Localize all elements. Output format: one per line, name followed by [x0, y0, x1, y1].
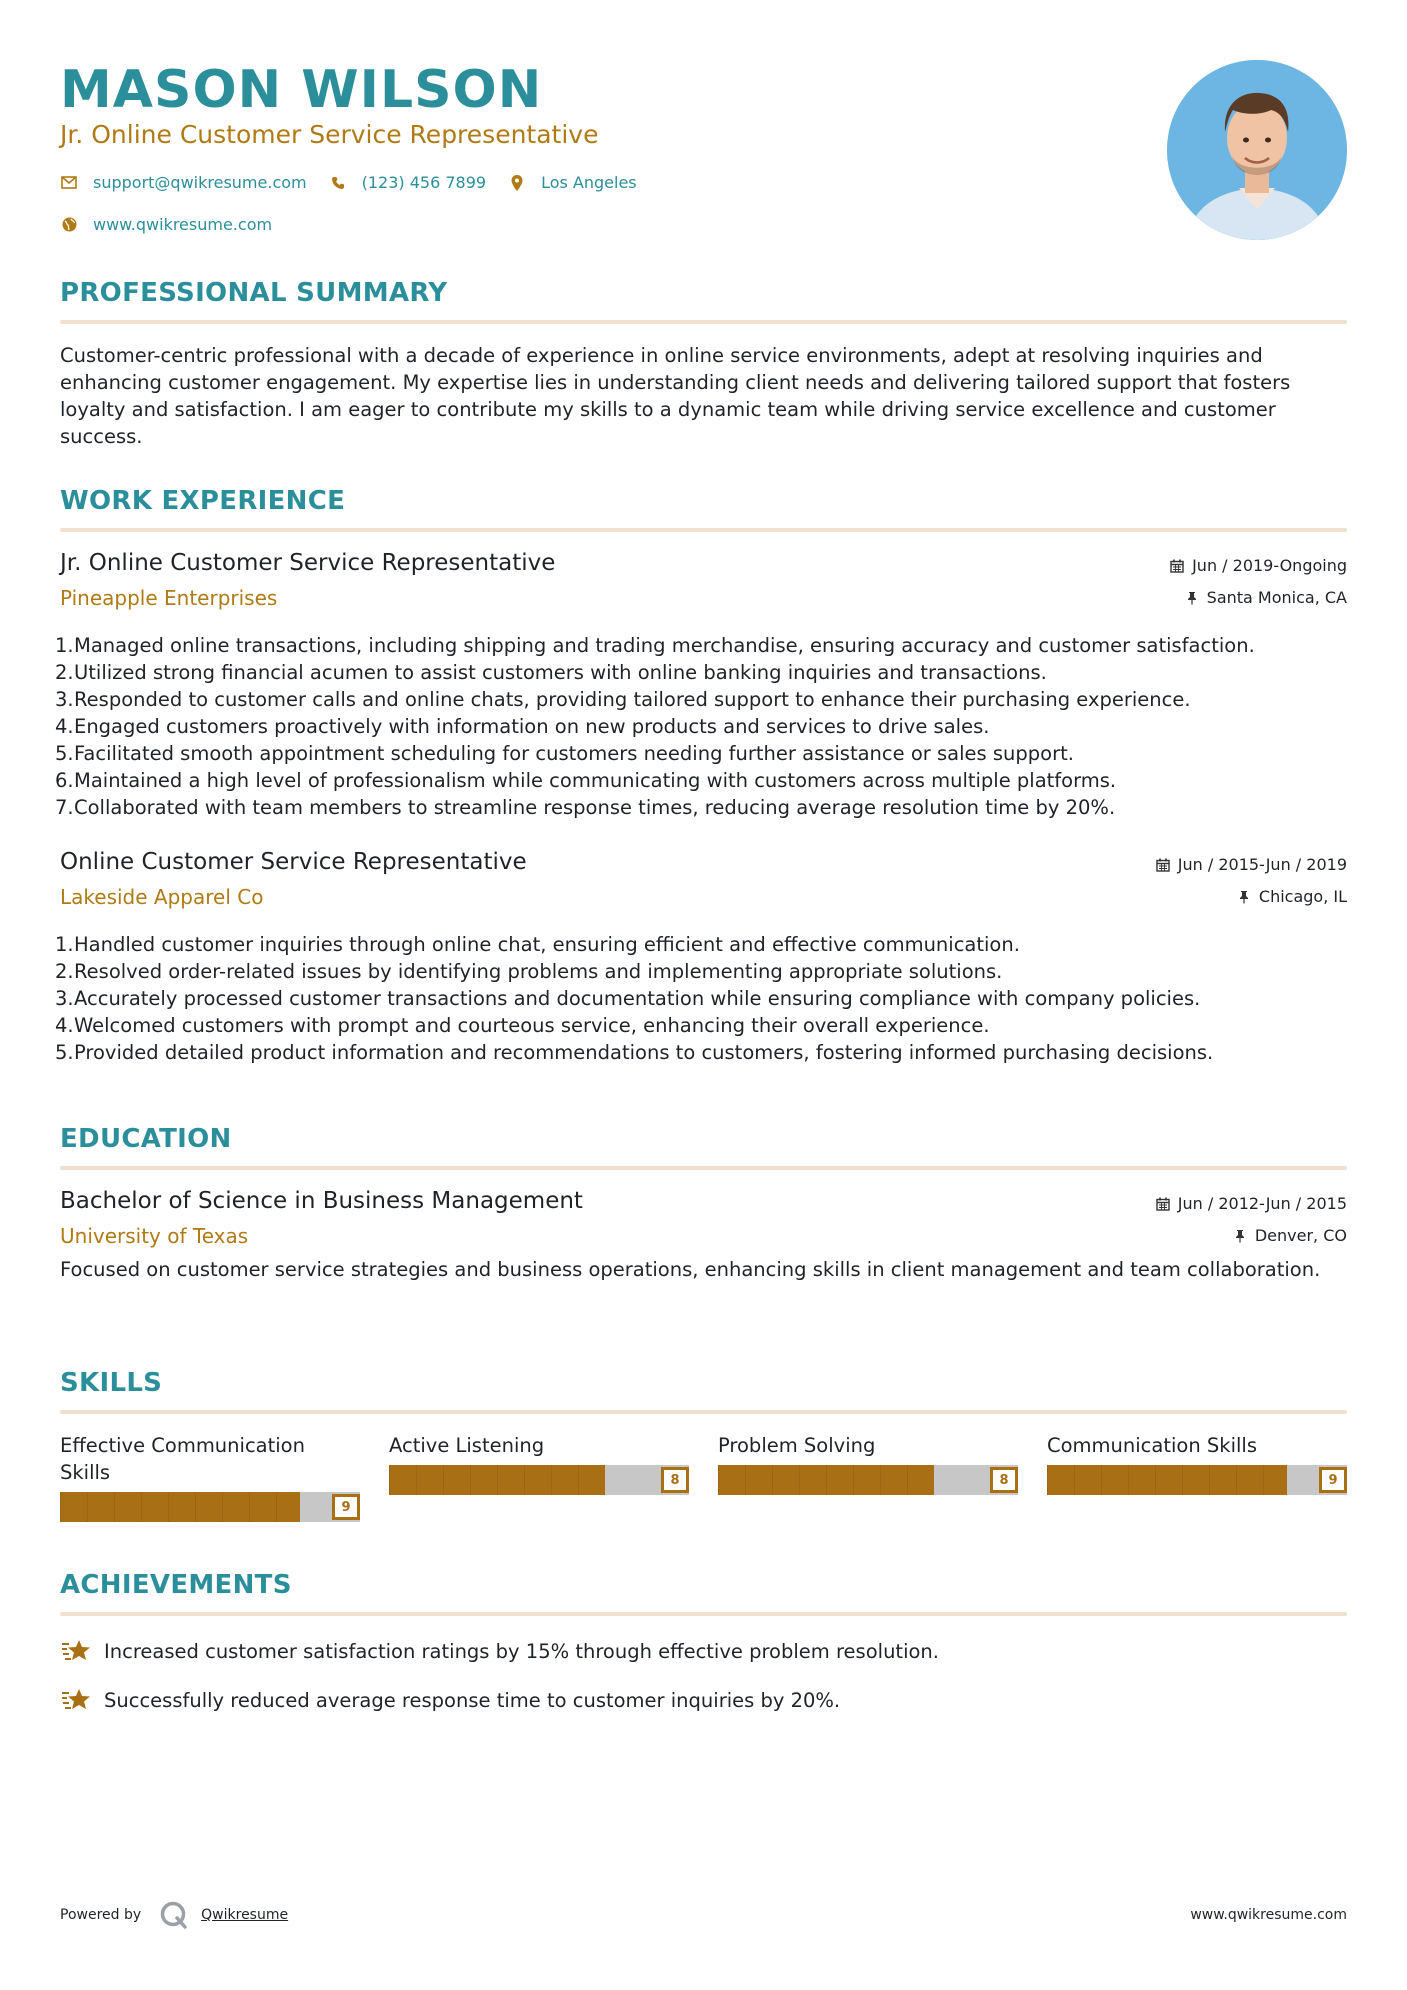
- phone-text: (123) 456 7899: [361, 173, 487, 192]
- skill-name: Communication Skills: [1047, 1434, 1257, 1457]
- section-divider: [60, 320, 1347, 324]
- pushpin-icon: [1237, 890, 1251, 904]
- achievements-heading: ACHIEVEMENTS: [60, 1570, 292, 1600]
- qwikresume-link[interactable]: Qwikresume: [201, 1907, 289, 1923]
- skill-name: Effective Communication Skills: [60, 1434, 305, 1484]
- skill-name: Active Listening: [389, 1434, 545, 1457]
- list-item: 4. Engaged customers proactively with information on new products and services to drive sales.: [55, 715, 990, 738]
- job-title: Jr. Online Customer Service Representative: [60, 550, 556, 576]
- experience-heading: WORK EXPERIENCE: [60, 486, 346, 516]
- list-item: 1. Managed online transactions, including shipping and trading merchandise, ensuring accuracy and customer satisfaction.: [55, 634, 1255, 657]
- powered-by: [60, 1900, 288, 1930]
- summary-text: Customer-centric professional with a decade of experience in online service environments, adept at resolving inquiries and enhancing customer engagement. My expertise lies in understanding client needs and delivering tailored support that fosters loyalty and satisfaction. I am eager to contribute my skills to a dynamic team while driving service excellence and customer success.: [60, 344, 1291, 448]
- skill-bar: [718, 1465, 1018, 1495]
- website-text: www.qwikresume.com: [93, 215, 273, 234]
- star-award-icon: [60, 1636, 94, 1666]
- skills-heading: SKILLS: [60, 1368, 163, 1398]
- email-contact[interactable]: [60, 173, 307, 192]
- education-location: Denver, CO: [1233, 1226, 1347, 1245]
- summary-section: [60, 278, 1347, 450]
- footer-website[interactable]: www.qwikresume.com: [1190, 1907, 1347, 1923]
- school-name: University of Texas: [60, 1224, 249, 1248]
- section-divider: [60, 1410, 1347, 1414]
- list-item: 6. Maintained a high level of professionalism while communicating with customers across multiple platforms.: [55, 769, 1117, 792]
- list-item: 3. Responded to customer calls and online chats, providing tailored support to enhance their purchasing experience.: [55, 688, 1191, 711]
- skills-grid: [60, 1432, 1347, 1522]
- candidate-name: MASON WILSON: [60, 60, 543, 120]
- location-text: Los Angeles: [541, 173, 637, 192]
- list-item: 5. Facilitated smooth appointment scheduling for customers needing further assistance or sales support.: [55, 742, 1074, 765]
- achievement-item: [60, 1636, 1347, 1666]
- location-contact: [508, 173, 637, 192]
- job-entry: [55, 849, 1347, 1066]
- job-date: Jun / 2015-Jun / 2019: [1156, 855, 1347, 874]
- list-item: 2. Resolved order-related issues by identifying problems and implementing appropriate solutions.: [55, 960, 1003, 983]
- contact-row: [60, 173, 659, 192]
- achievements-list: [60, 1636, 1347, 1715]
- skill-bar-fill: [60, 1492, 300, 1522]
- skill-name: Problem Solving: [718, 1434, 876, 1457]
- pushpin-icon: [1185, 591, 1199, 605]
- skill-item: [718, 1432, 1018, 1522]
- phone-contact[interactable]: [329, 173, 486, 192]
- skill-level-badge: 9: [332, 1494, 360, 1520]
- section-divider: [60, 1612, 1347, 1616]
- job-location: Santa Monica, CA: [1185, 588, 1347, 607]
- skill-level-badge: 9: [1319, 1467, 1347, 1493]
- calendar-icon: [1170, 559, 1184, 573]
- profile-photo: [1167, 60, 1347, 240]
- list-item: 4. Welcomed customers with prompt and courteous service, enhancing their overall experience.: [55, 1014, 990, 1037]
- job-location: Chicago, IL: [1237, 887, 1347, 906]
- website-row: [60, 215, 294, 234]
- achievements-section: [60, 1570, 1347, 1734]
- calendar-icon: [1156, 858, 1170, 872]
- job-entry: [55, 550, 1347, 821]
- star-award-icon: [60, 1685, 94, 1715]
- section-divider: [60, 1166, 1347, 1170]
- skill-item: [389, 1432, 689, 1522]
- skills-section: [60, 1368, 1347, 1522]
- skill-bar: [1047, 1465, 1347, 1495]
- summary-heading: PROFESSIONAL SUMMARY: [60, 278, 448, 308]
- list-item: 1. Handled customer inquiries through online chat, ensuring efficient and effective communication.: [55, 933, 1020, 956]
- skill-bar: [60, 1492, 360, 1522]
- achievement-text: Successfully reduced average response time to customer inquiries by 20%.: [104, 1688, 841, 1712]
- envelope-icon: [60, 174, 78, 192]
- section-divider: [60, 528, 1347, 532]
- list-item: 2. Utilized strong financial acumen to assist customers with online banking inquiries and transactions.: [55, 661, 1047, 684]
- job-date: Jun / 2019-Ongoing: [1170, 556, 1347, 575]
- skill-bar-fill: [389, 1465, 605, 1495]
- email-text: support@qwikresume.com: [93, 173, 307, 192]
- job-company: Pineapple Enterprises: [60, 586, 278, 610]
- list-item: 7. Collaborated with team members to streamline response times, reducing average resolution time by 20%.: [55, 796, 1116, 819]
- education-heading: EDUCATION: [60, 1124, 232, 1154]
- skill-level-badge: 8: [661, 1467, 689, 1493]
- job-bullets: [55, 632, 1347, 821]
- skill-level-badge: 8: [990, 1467, 1018, 1493]
- job-company: Lakeside Apparel Co: [60, 885, 264, 909]
- experience-section: [55, 486, 1347, 1066]
- list-item: 5. Provided detailed product information and recommendations to customers, fostering informed purchasing decisions.: [55, 1041, 1214, 1064]
- achievement-text: Increased customer satisfaction ratings by 15% through effective problem resolution.: [104, 1639, 939, 1663]
- resume-header: [60, 0, 1347, 250]
- list-item: 3. Accurately processed customer transactions and documentation while ensuring compliance with company policies.: [55, 987, 1201, 1010]
- page-footer: [60, 1895, 1347, 1935]
- education-entry: [60, 1188, 1347, 1283]
- degree-title: Bachelor of Science in Business Management: [60, 1188, 583, 1214]
- skill-item: [1047, 1432, 1347, 1522]
- skill-bar-fill: [1047, 1465, 1287, 1495]
- job-bullets: [55, 931, 1347, 1066]
- pushpin-icon: [1233, 1229, 1247, 1243]
- qwikresume-logo-icon: [159, 1900, 189, 1930]
- skill-item: [60, 1432, 360, 1522]
- education-description: Focused on customer service strategies and business operations, enhancing skills in client management and team collaboration.: [60, 1258, 1321, 1281]
- map-pin-icon: [508, 174, 526, 192]
- education-date: Jun / 2012-Jun / 2015: [1156, 1194, 1347, 1213]
- powered-by-label: Powered by: [60, 1907, 142, 1923]
- education-section: [60, 1124, 1347, 1283]
- website-contact[interactable]: [60, 215, 272, 234]
- skill-bar: [389, 1465, 689, 1495]
- skill-bar-fill: [718, 1465, 934, 1495]
- candidate-role: Jr. Online Customer Service Representative: [60, 120, 599, 149]
- globe-icon: [60, 216, 78, 234]
- achievement-item: [60, 1685, 1347, 1715]
- calendar-icon: [1156, 1197, 1170, 1211]
- phone-icon: [329, 174, 347, 192]
- job-title: Online Customer Service Representative: [60, 849, 527, 875]
